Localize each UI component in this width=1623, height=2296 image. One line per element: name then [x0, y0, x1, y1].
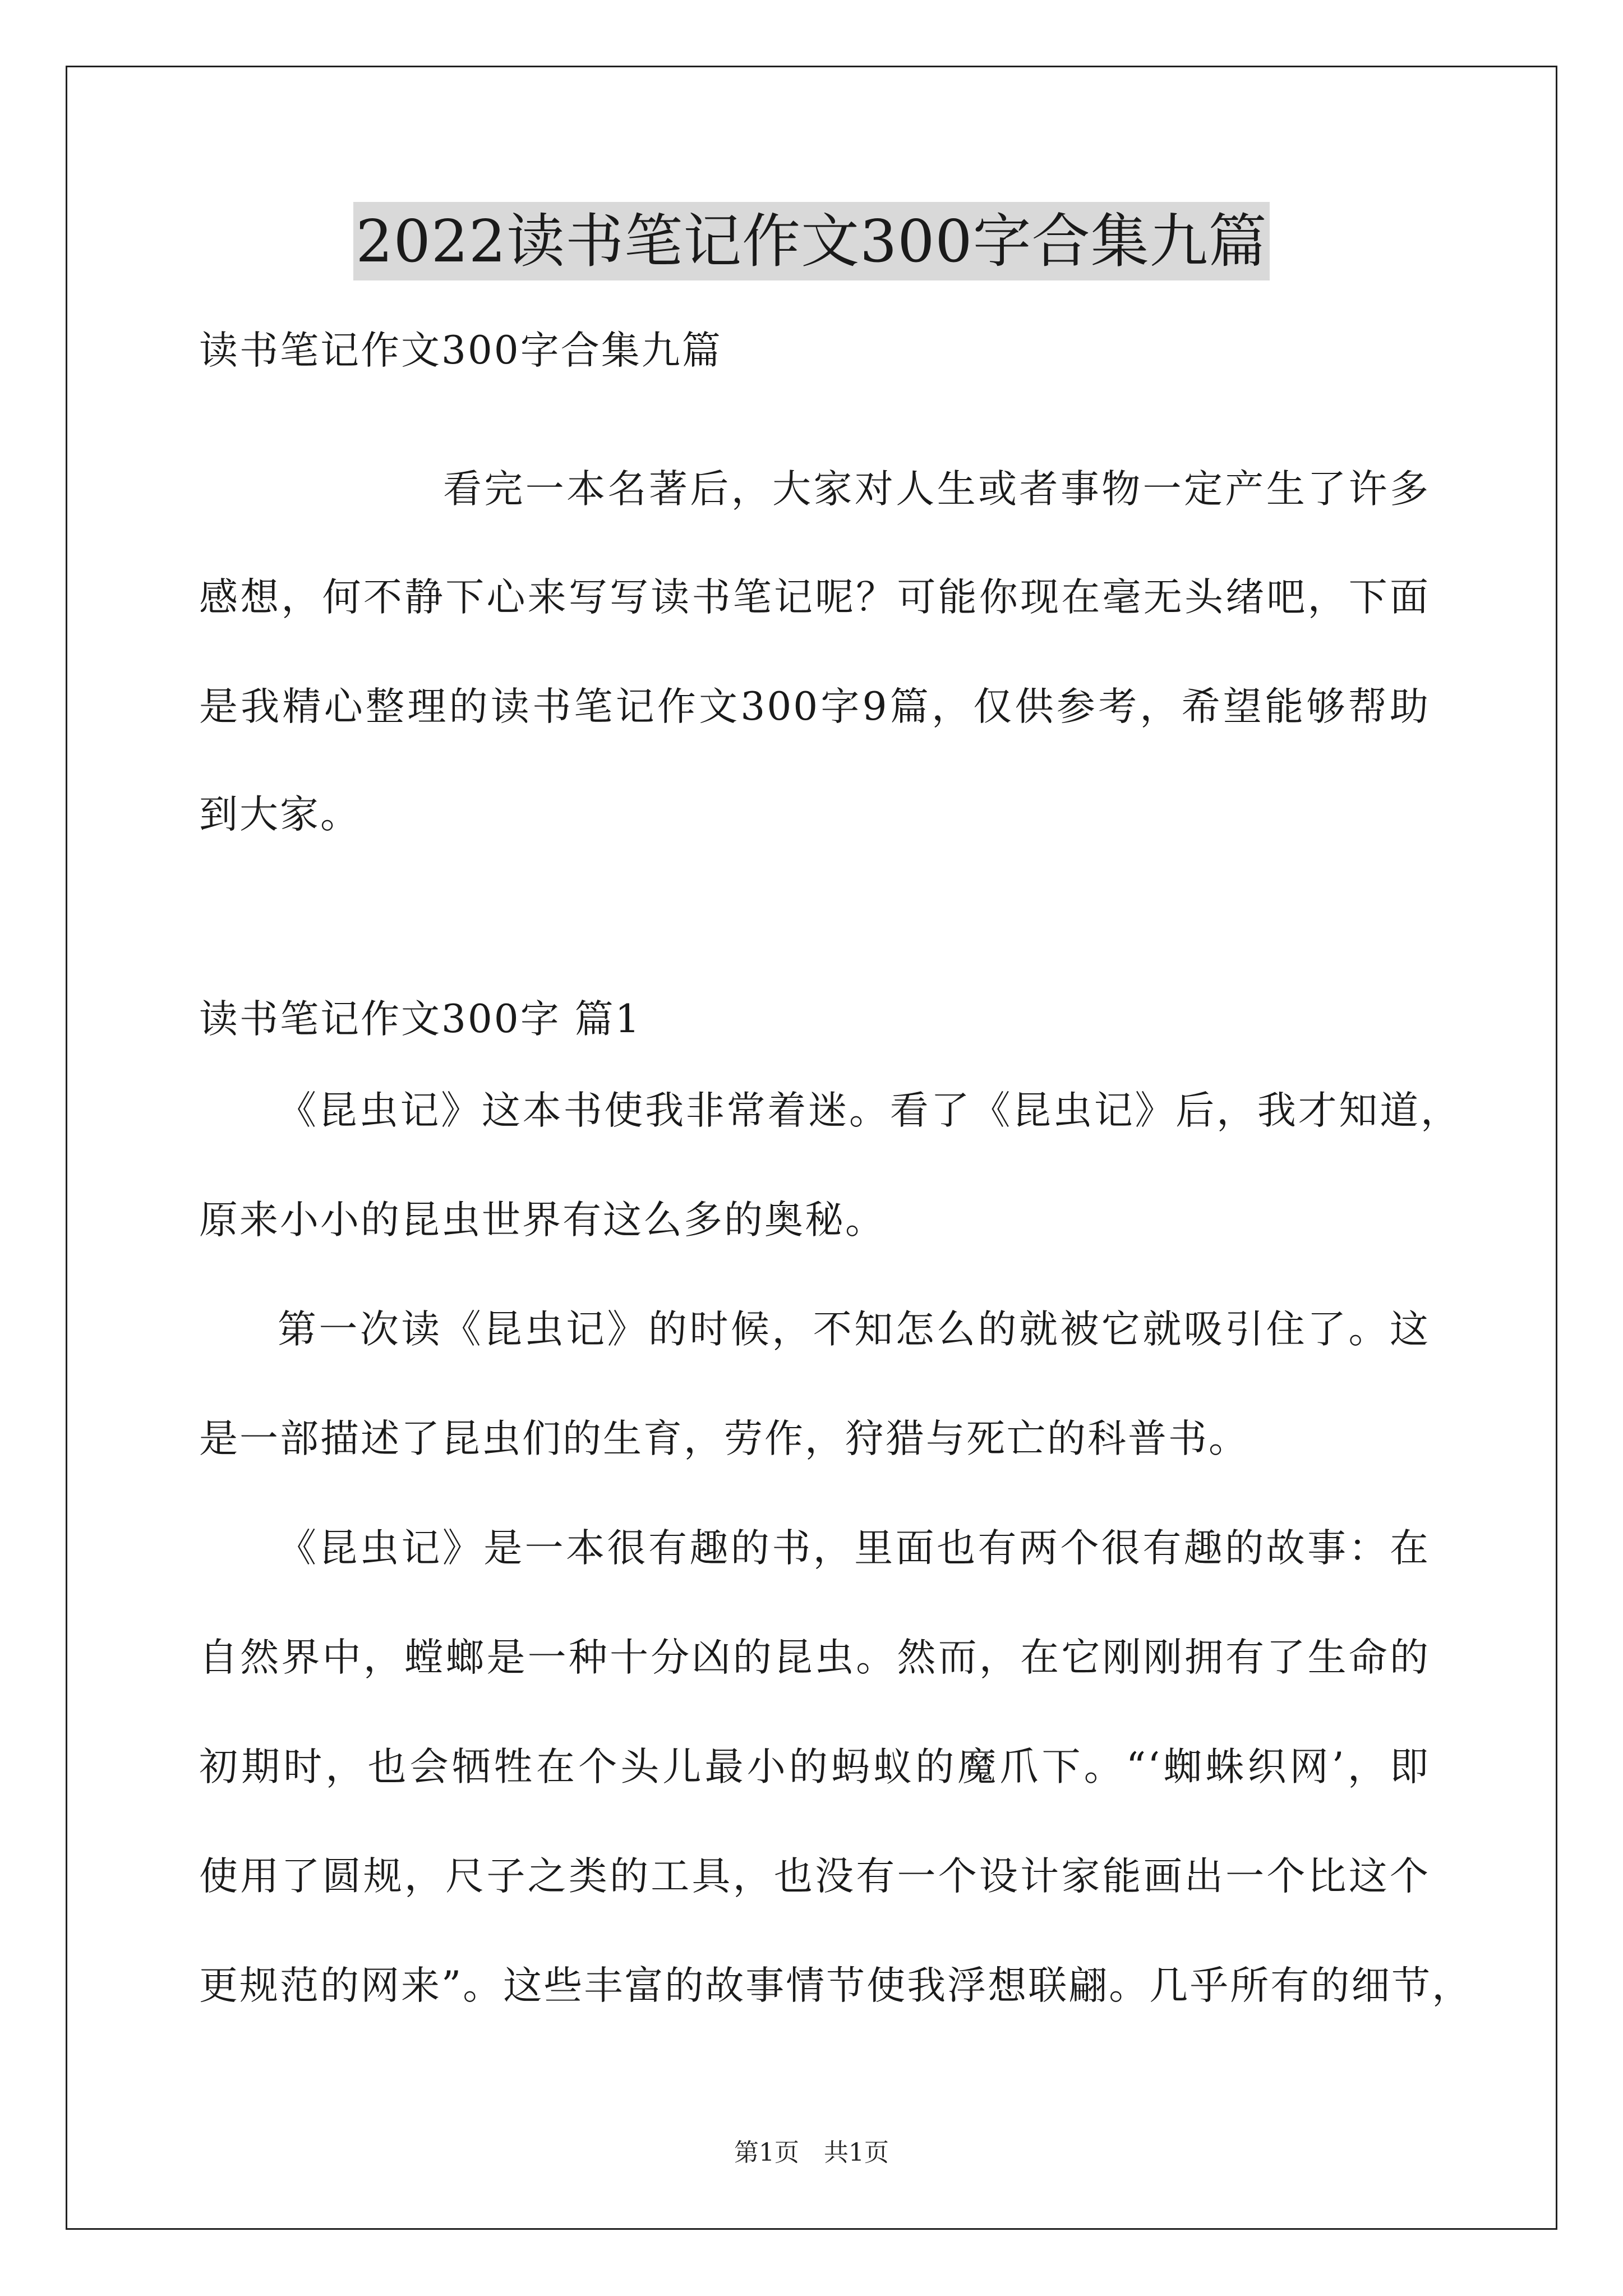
section-heading: 读书笔记作文300字 篇1	[199, 997, 642, 1042]
intro-line-4: 到大家。	[199, 792, 361, 837]
body-line-5: 《昆虫记》是一本很有趣的书，里面也有两个很有趣的故事：在	[278, 1526, 1430, 1571]
page-border	[66, 66, 1557, 2230]
body-line-6: 自然界中，螳螂是一种十分凶的昆虫。然而，在它刚刚拥有了生命的	[199, 1635, 1430, 1680]
intro-line-2: 感想，何不静下心来写写读书笔记呢？可能你现在毫无头绪吧，下面	[199, 575, 1430, 620]
body-line-8: 使用了圆规，尺子之类的工具，也没有一个设计家能画出一个比这个	[199, 1854, 1430, 1899]
body-line-2: 原来小小的昆虫世界有这么多的奥秘。	[199, 1198, 886, 1243]
document-title: 2022读书笔记作文300字合集九篇	[353, 202, 1269, 280]
body-line-1: 《昆虫记》这本书使我非常着迷。看了《昆虫记》后，我才知道，	[278, 1088, 1461, 1133]
body-line-9: 更规范的网来”。这些丰富的故事情节使我浮想联翩。几乎所有的细节，	[199, 1963, 1473, 2008]
intro-line-3: 是我精心整理的读书笔记作文300字9篇，仅供参考，希望能够帮助	[199, 684, 1430, 729]
page-footer: 第1页 共1页	[734, 2138, 889, 2167]
intro-line-1: 看完一本名著后，大家对人生或者事物一定产生了许多	[443, 467, 1430, 512]
document-subtitle: 读书笔记作文300字合集九篇	[199, 328, 722, 373]
body-line-4: 是一部描述了昆虫们的生育，劳作，狩猎与死亡的科普书。	[199, 1416, 1249, 1461]
title-container	[0, 202, 1623, 280]
body-line-3: 第一次读《昆虫记》的时候，不知怎么的就被它就吸引住了。这	[278, 1307, 1430, 1352]
body-line-7: 初期时，也会牺牲在个头儿最小的蚂蚁的魔爪下。“‘蜘蛛织网’，即	[199, 1745, 1430, 1789]
